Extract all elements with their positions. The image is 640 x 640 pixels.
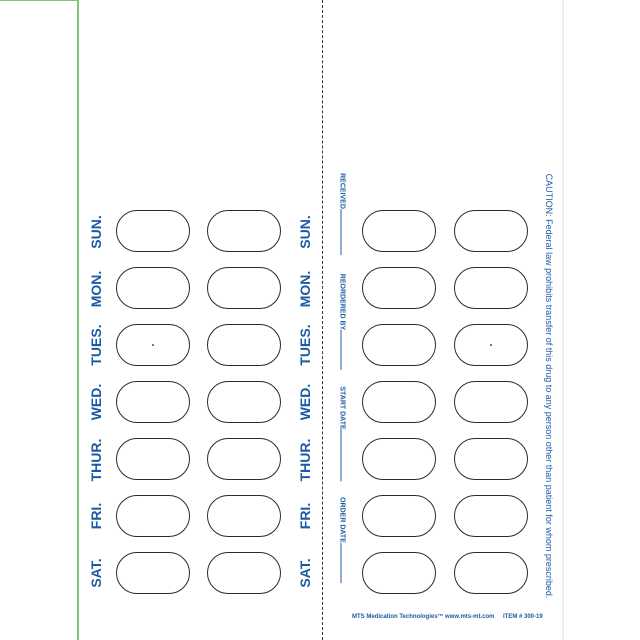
blister-pocket[interactable] — [207, 495, 281, 537]
caution-text: CAUTION: Federal law prohibits transfer of this drug to any person other than patient for whom prescribed. — [544, 173, 554, 599]
blister-pocket[interactable] — [362, 324, 436, 366]
blister-pocket[interactable] — [362, 381, 436, 423]
blister-pocket[interactable] — [454, 495, 528, 537]
blister-pocket[interactable] — [207, 324, 281, 366]
start-date-write-line — [341, 430, 348, 482]
start-date-label: START DATE — [338, 386, 346, 430]
blister-pocket[interactable] — [454, 324, 528, 366]
blister-pocket[interactable] — [454, 267, 528, 309]
blister-pocket[interactable] — [362, 210, 436, 252]
blister-pocket[interactable] — [454, 438, 528, 480]
blister-pocket[interactable] — [454, 552, 528, 594]
start-date-field[interactable] — [339, 386, 348, 481]
left-day-label-wed: WED. — [88, 383, 104, 421]
perforation-line — [322, 0, 323, 640]
blister-pocket[interactable] — [362, 267, 436, 309]
blister-pocket[interactable] — [454, 210, 528, 252]
blister-pocket[interactable] — [207, 438, 281, 480]
left-day-label-sun: SUN. — [88, 215, 104, 249]
blister-pocket[interactable] — [362, 495, 436, 537]
pill-dot — [152, 344, 154, 346]
blister-pocket[interactable] — [116, 552, 190, 594]
trim-line-right — [562, 0, 564, 640]
blister-pocket[interactable] — [362, 438, 436, 480]
left-day-label-thur: THUR. — [88, 438, 104, 482]
blister-pocket[interactable] — [116, 438, 190, 480]
footer-website: www.mts-mt.com — [445, 614, 495, 620]
blister-pocket[interactable] — [207, 552, 281, 594]
blister-pocket[interactable] — [362, 552, 436, 594]
right-day-label-thur: THUR. — [297, 438, 313, 482]
right-day-label-fri: FRI. — [297, 502, 313, 530]
blister-pocket[interactable] — [116, 495, 190, 537]
blister-pocket[interactable] — [116, 324, 190, 366]
received-label: RECEIVED — [338, 173, 346, 209]
blister-pocket[interactable] — [207, 210, 281, 252]
blister-pocket[interactable] — [116, 381, 190, 423]
blister-pocket[interactable] — [454, 381, 528, 423]
trim-line-left — [77, 0, 79, 640]
reordered-by-field[interactable] — [339, 274, 348, 370]
received-write-line — [341, 209, 348, 255]
blister-pocket[interactable] — [116, 267, 190, 309]
trim-line-top — [0, 0, 77, 1]
received-field[interactable] — [339, 173, 348, 255]
left-day-label-tues: TUES. — [88, 324, 104, 366]
left-day-label-sat: SAT. — [88, 558, 104, 588]
right-day-label-mon: MON. — [297, 270, 313, 308]
pill-dot — [490, 344, 492, 346]
left-day-label-mon: MON. — [88, 270, 104, 308]
right-day-label-sat: SAT. — [297, 558, 313, 588]
right-day-label-wed: WED. — [297, 383, 313, 421]
blister-pocket[interactable] — [116, 210, 190, 252]
blister-pocket[interactable] — [207, 381, 281, 423]
order-date-write-line — [341, 543, 348, 583]
right-day-label-sun: SUN. — [297, 215, 313, 249]
blister-pocket[interactable] — [207, 267, 281, 309]
footer-company: MTS Medication Technologies™ — [352, 614, 444, 620]
reordered-by-write-line — [341, 330, 348, 370]
order-date-field[interactable] — [339, 497, 348, 583]
reordered-by-label: REORDERED BY — [338, 273, 346, 331]
left-day-label-fri: FRI. — [88, 502, 104, 530]
right-day-label-tues: TUES. — [297, 324, 313, 366]
order-date-label: ORDER DATE — [338, 497, 346, 543]
footer-item-number: ITEM # 300-19 — [503, 614, 543, 620]
